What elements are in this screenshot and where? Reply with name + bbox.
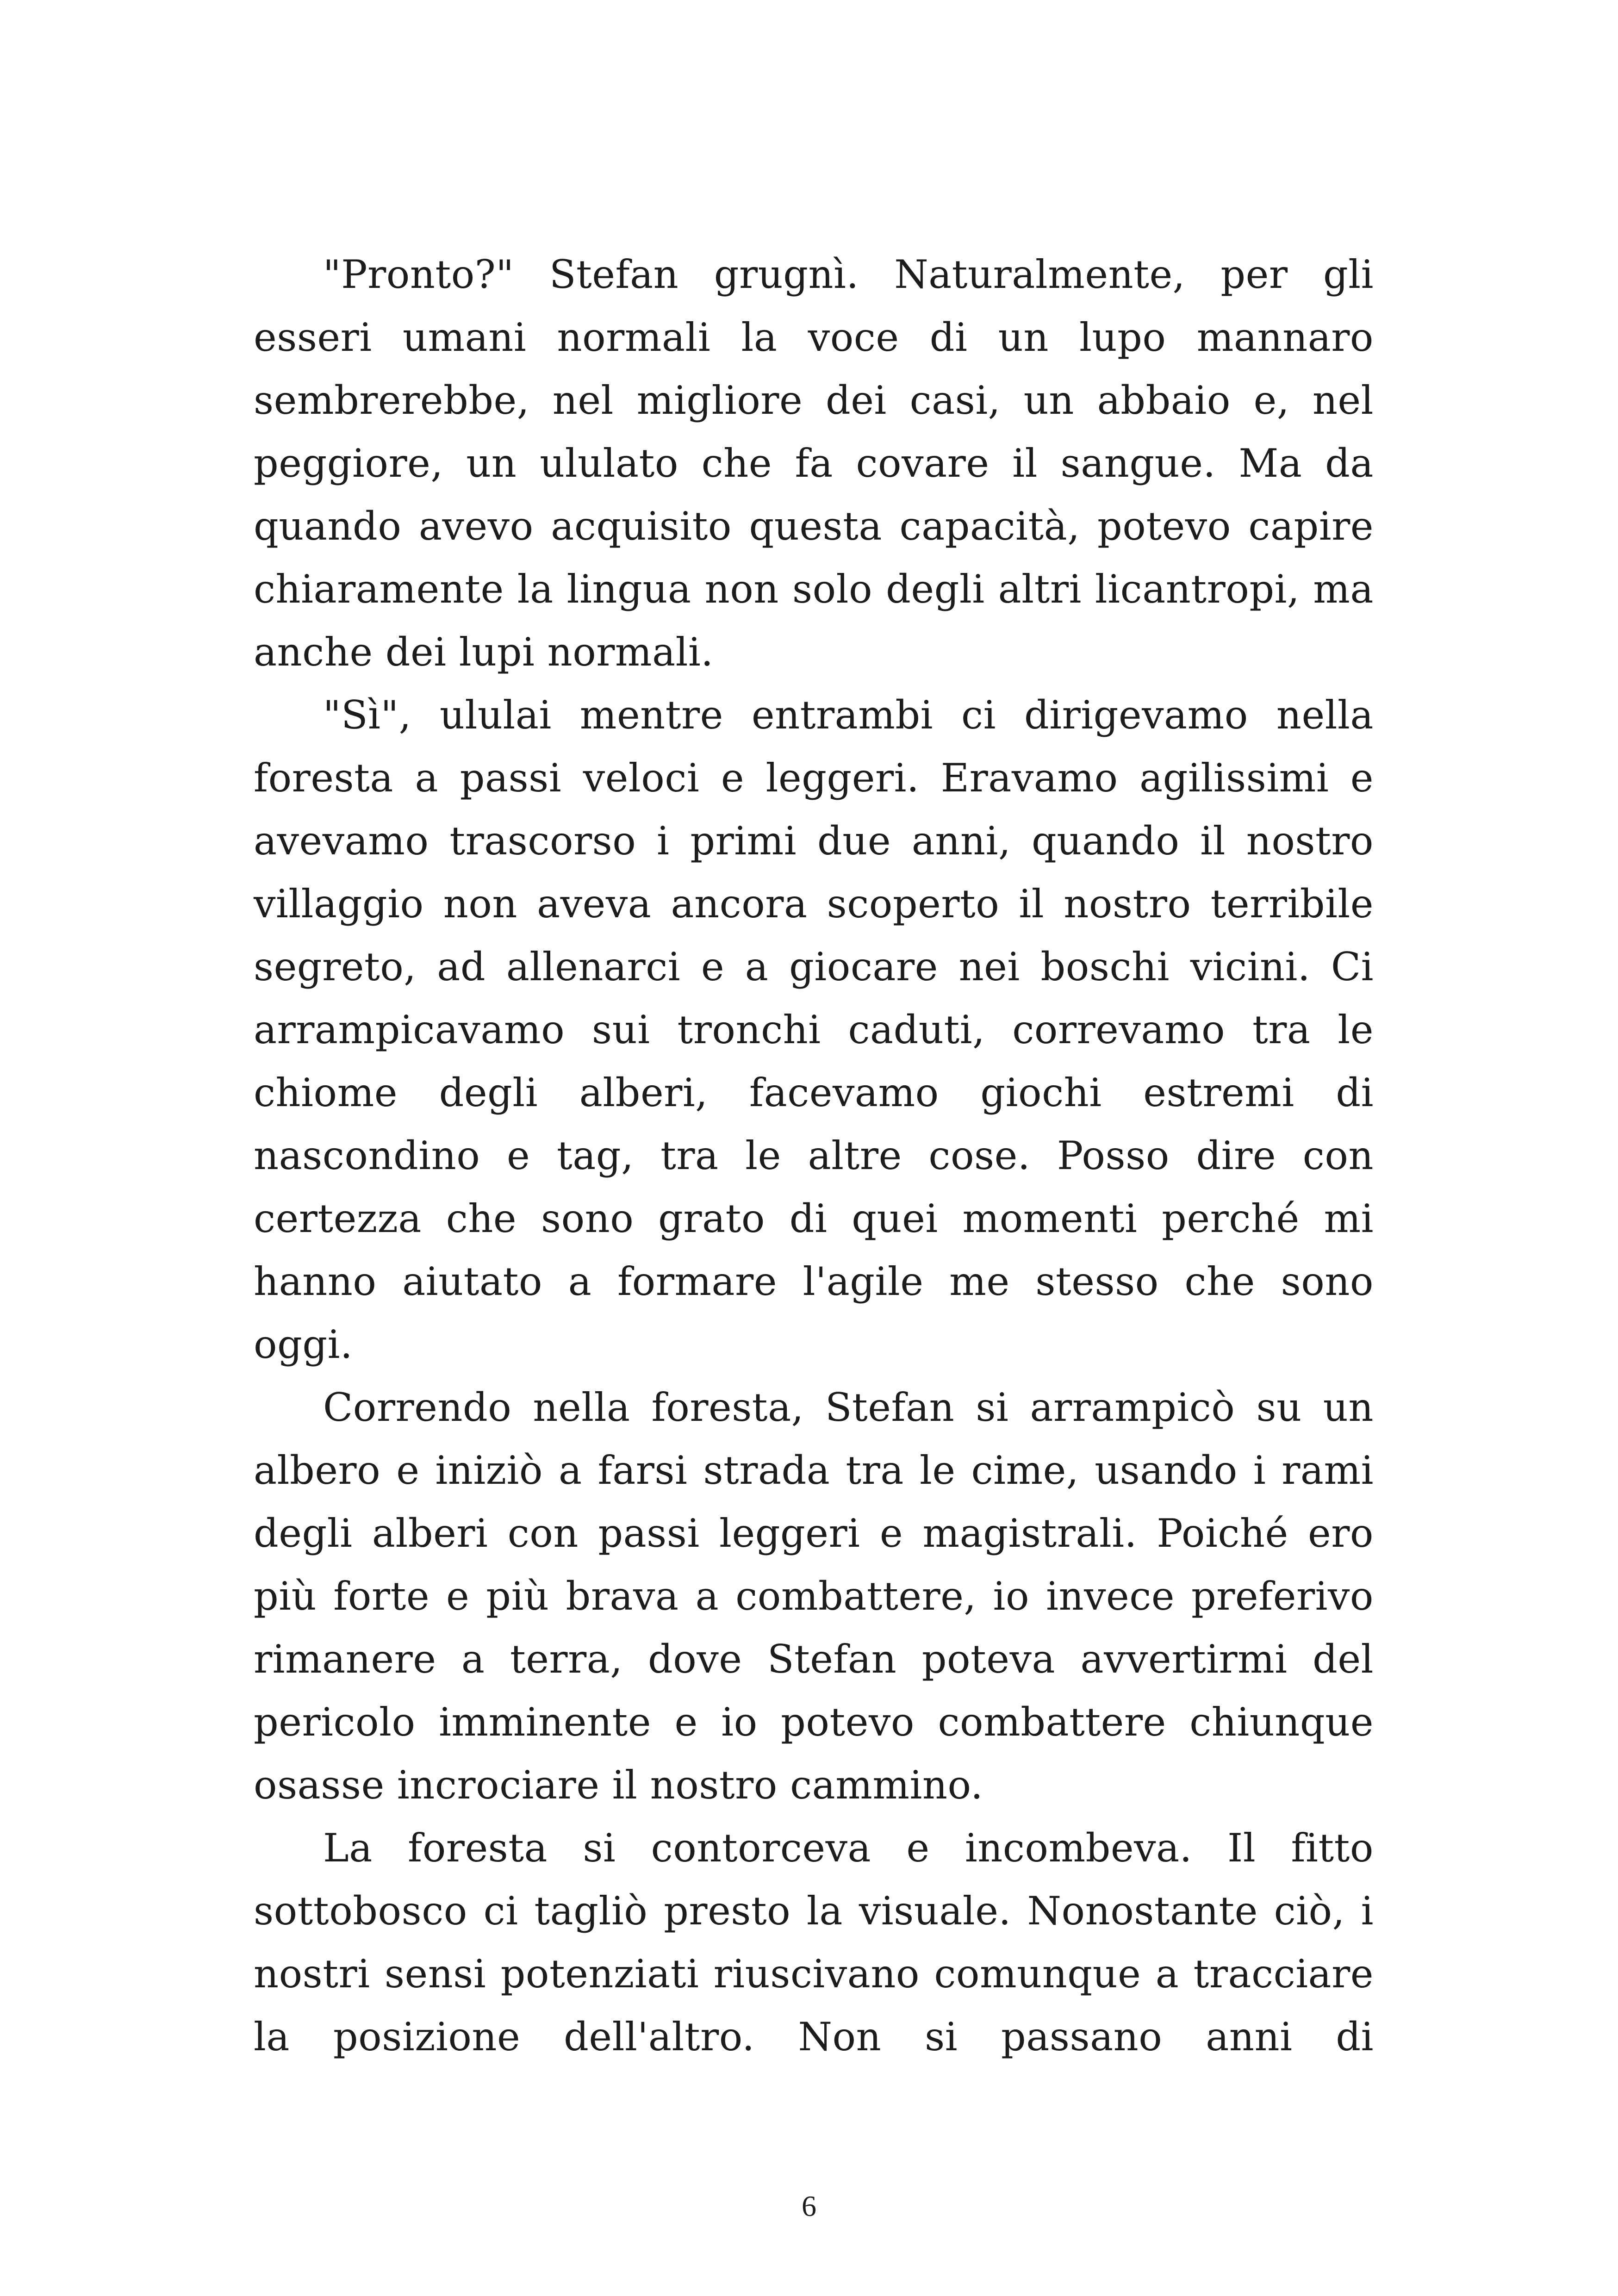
page-number: 6 bbox=[802, 2190, 816, 2222]
paragraph-1: "Pronto?" Stefan grugnì. Naturalmente, per gli esseri umani normali la voce di un lupo mannaro sembrerebbe, nel migliore dei casi, un abbaio e, nel peggiore, un ululato che fa covare il sangue. Ma da quando avevo acquisito questa capacità, potevo capire chiaramente la lingua non solo degli altri licantropi, ma anche dei lupi normali. bbox=[254, 252, 1374, 675]
paragraph-4: La foresta si contorceva e incombeva. Il fitto sottobosco ci tagliò presto la visuale. Nonostante ciò, i nostri sensi potenziati riuscivano comunque a tracciare la posizione dell'altro. Non si passano anni di bbox=[254, 1825, 1374, 2060]
body-text bbox=[254, 243, 1374, 2068]
paragraph-2: "Sì", ululai mentre entrambi ci dirigevamo nella foresta a passi veloci e leggeri. Eravamo agilissimi e avevamo trascorso i primi due anni, quando il nostro villaggio non aveva ancora scoperto il nostro terribile segreto, ad allenarci e a giocare nei boschi vicini. Ci arrampicavamo sui tronchi caduti, correvamo tra le chiome degli alberi, facevamo giochi estremi di nascondino e tag, tra le altre cose. Posso dire con certezza che sono grato di quei momenti perché mi hanno aiutato a formare l'agile me stesso che sono oggi. bbox=[254, 692, 1374, 1367]
paragraph-3: Correndo nella foresta, Stefan si arrampicò su un albero e iniziò a farsi strada tra le cime, usando i rami degli alberi con passi leggeri e magistrali. Poiché ero più forte e più brava a combattere, io invece preferivo rimanere a terra, dove Stefan poteva avvertirmi del pericolo imminente e io potevo combattere chiunque osasse incrociare il nostro cammino. bbox=[254, 1385, 1374, 1808]
